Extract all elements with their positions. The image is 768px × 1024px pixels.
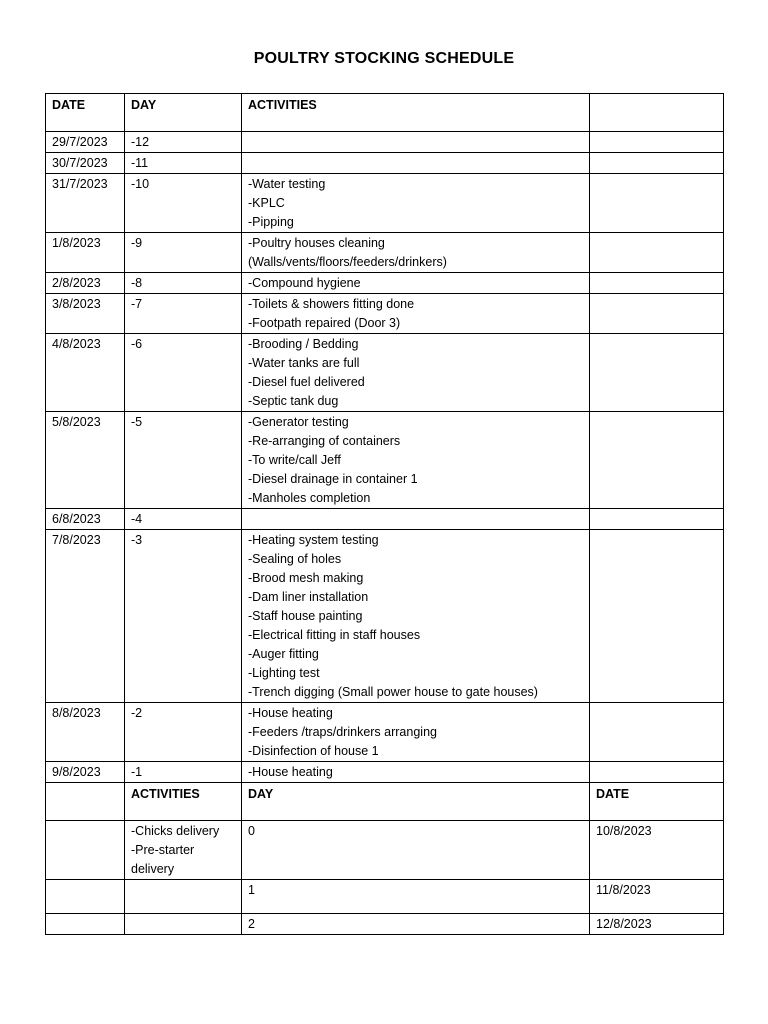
activity-line: -House heating: [248, 706, 333, 720]
date-cell: 9/8/2023: [46, 762, 125, 783]
day-cell: -11: [125, 153, 242, 174]
activity-line: -Electrical fitting in staff houses: [248, 628, 421, 642]
table-row: [46, 334, 724, 412]
activity-line: -Auger fitting: [248, 647, 319, 661]
activity-line: -Compound hygiene: [248, 276, 361, 290]
activity-line: -Brood mesh making: [248, 571, 364, 585]
activity-line: -Staff house painting: [248, 609, 363, 623]
day-cell: -1: [125, 762, 242, 783]
activities-cell: [242, 132, 590, 153]
header-activities: ACTIVITIES: [242, 94, 590, 132]
activities-cell: [242, 153, 590, 174]
date-cell: 10/8/2023: [590, 821, 724, 880]
activity-line: -Disinfection of house 1: [248, 744, 379, 758]
extra-cell: [590, 509, 724, 530]
date-cell: 31/7/2023: [46, 174, 125, 233]
activities-cell: [242, 703, 590, 762]
second-header-row: [46, 783, 724, 821]
date-cell: 12/8/2023: [590, 914, 724, 935]
extra-cell: [590, 294, 724, 334]
activity-line: -Brooding / Bedding: [248, 337, 359, 351]
extra-cell: [590, 273, 724, 294]
table-row: [46, 273, 724, 294]
activities-cell: [242, 530, 590, 703]
activities-cell: [125, 821, 242, 880]
activities-cell: [125, 880, 242, 914]
activity-line: -Feeders /traps/drinkers arranging: [248, 725, 437, 739]
table-row: [46, 294, 724, 334]
activity-line: -Footpath repaired (Door 3): [248, 316, 401, 330]
day-cell: -10: [125, 174, 242, 233]
date-cell: 6/8/2023: [46, 509, 125, 530]
table-row: [46, 762, 724, 783]
activities-cell: [242, 233, 590, 273]
table-row: [46, 153, 724, 174]
date-cell: 1/8/2023: [46, 233, 125, 273]
activity-line: -Heating system testing: [248, 533, 379, 547]
header-day: DAY: [125, 94, 242, 132]
extra-cell: [590, 334, 724, 412]
activity-line: -Lighting test: [248, 666, 320, 680]
extra-cell: [590, 233, 724, 273]
activities-cell: [242, 273, 590, 294]
table-header-row: [46, 94, 724, 132]
table-row: [46, 412, 724, 509]
second-header-date: DATE: [590, 783, 724, 821]
table-row: [46, 821, 724, 880]
extra-cell: [590, 174, 724, 233]
activity-line: -Septic tank dug: [248, 394, 339, 408]
date-cell: 5/8/2023: [46, 412, 125, 509]
activity-line: (Walls/vents/floors/feeders/drinkers): [248, 255, 447, 269]
table-row: [46, 703, 724, 762]
activity-line: -Trench digging (Small power house to gate houses): [248, 685, 538, 699]
activity-line: -Generator testing: [248, 415, 349, 429]
second-header-day: DAY: [242, 783, 590, 821]
header-date: DATE: [46, 94, 125, 132]
table-row: [46, 509, 724, 530]
activities-cell: [242, 762, 590, 783]
schedule-table: [45, 93, 724, 935]
activity-line: -Diesel drainage in container 1: [248, 472, 418, 486]
extra-cell: [590, 530, 724, 703]
activity-line: -Pipping: [248, 215, 294, 229]
second-header-activities: ACTIVITIES: [125, 783, 242, 821]
extra-cell: [590, 153, 724, 174]
activity-line: -House heating: [248, 765, 333, 779]
date-cell: 29/7/2023: [46, 132, 125, 153]
activity-line: -Sealing of holes: [248, 552, 342, 566]
day-cell: -3: [125, 530, 242, 703]
day-cell: -12: [125, 132, 242, 153]
date-cell: 8/8/2023: [46, 703, 125, 762]
table-row: [46, 530, 724, 703]
activities-cell: [242, 174, 590, 233]
extra-cell: [590, 762, 724, 783]
activity-line: -Water tanks are full: [248, 356, 360, 370]
date-cell: 30/7/2023: [46, 153, 125, 174]
activity-line: -KPLC: [248, 196, 285, 210]
activities-cell: [242, 509, 590, 530]
table-row: [46, 914, 724, 935]
day-cell: -5: [125, 412, 242, 509]
day-cell: -4: [125, 509, 242, 530]
extra-cell: [590, 703, 724, 762]
activities-cell: [242, 334, 590, 412]
activity-line: -Water testing: [248, 177, 326, 191]
blank-cell: [46, 880, 125, 914]
activity-line: -Manholes completion: [248, 491, 371, 505]
page-title: POULTRY STOCKING SCHEDULE: [253, 50, 515, 67]
table-row: [46, 174, 724, 233]
date-cell: 3/8/2023: [46, 294, 125, 334]
day-cell: -7: [125, 294, 242, 334]
date-cell: 7/8/2023: [46, 530, 125, 703]
activities-cell: [125, 914, 242, 935]
date-cell: 11/8/2023: [590, 880, 724, 914]
day-cell: 2: [242, 914, 590, 935]
activity-line: -Poultry houses cleaning: [248, 236, 385, 250]
activity-line: -Toilets & showers fitting done: [248, 297, 415, 311]
activity-line: -Chicks delivery: [131, 824, 220, 838]
table-row: [46, 880, 724, 914]
header-extra: [590, 94, 724, 132]
activity-line: -Diesel fuel delivered: [248, 375, 365, 389]
extra-cell: [590, 412, 724, 509]
activity-line: -Pre-starter delivery: [131, 843, 195, 876]
activity-line: -To write/call Jeff: [248, 453, 341, 467]
day-cell: -9: [125, 233, 242, 273]
blank-cell: [46, 914, 125, 935]
day-cell: -8: [125, 273, 242, 294]
table-row: [46, 233, 724, 273]
table-row: [46, 132, 724, 153]
activities-cell: [242, 294, 590, 334]
activity-line: -Dam liner installation: [248, 590, 369, 604]
day-cell: -6: [125, 334, 242, 412]
day-cell: 1: [242, 880, 590, 914]
day-cell: 0: [242, 821, 590, 880]
date-cell: 4/8/2023: [46, 334, 125, 412]
date-cell: 2/8/2023: [46, 273, 125, 294]
activities-cell: [242, 412, 590, 509]
activity-line: -Re-arranging of containers: [248, 434, 401, 448]
blank-cell: [46, 821, 125, 880]
extra-cell: [590, 132, 724, 153]
day-cell: -2: [125, 703, 242, 762]
second-header-blank: [46, 783, 125, 821]
